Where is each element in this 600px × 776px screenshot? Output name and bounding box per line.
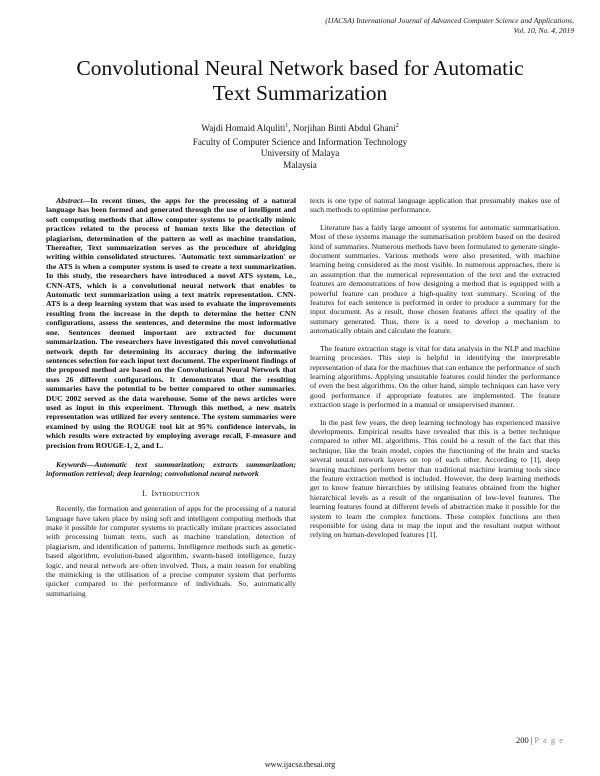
affiliation-country: Malaysia [283,159,317,170]
author-2: Norjihan Binti Abdul Ghani [292,123,396,133]
abstract-text: In recent times, the apps for the processing of a natural language has been formed and generated through the use of intelligent and soft computing methods that allow computer systems to practically mimic practices related to the process of human texts like the detection of plagiarism, determination of the pattern as well as machine translation, Thereafter, Text summarization serves as the procedure of abridging writing within consolidated structures. 'Automatic text summarization' or the ATS is when a computer system is used to create a text summarization. In this study, the researchers have introduced a novel ATS system, i.e., CNN-ATS, which is a convolutional neural network that enables to Automatic text summarization using a text matrix representation. CNN-ATS is a deep learning system that was used to evaluate the improvements resulting from the increase in the depth to determine the better CNN configurations, assess the sentences, and determine the most informative one. Sentences deemed important are extracted for document summarization. The researchers have investigated this novel convolutional network depth for determining its accuracy during the informative sentences selection for each input text document. The experiment findings of the proposed method are based on the Convolutional Neural Network that uses 26 different configurations. It demonstrates that the resulting summaries have the potential to be better compared to other summaries. DUC 2002 served as the data warehouse. Some of the news articles were used as input in this experiment. Through this method, a new matrix representation was utilized for every sentence. The system summaries were examined by using the ROUGE tool kit at 95% confidence intervals, in which results were extracted by employing average recall, F-measure and precision from ROUGE-1, 2, and L. [46,196,296,450]
footer-url: www.ijacsa.thesai.org [264,760,336,769]
journal-header-line-2: Vol. 10, No. 4, 2019 [513,26,574,35]
affiliation-university: University of Malaya [260,148,340,158]
abstract-label: Abstract— [56,196,91,205]
page-number: 200 [515,735,529,745]
author-1: Wajdi Homaid Alquliti [201,123,286,133]
journal-header [174,16,574,36]
author-separator: , [288,123,293,133]
section-title: Introduction [151,488,200,498]
right-column [310,196,560,548]
abstract [46,196,296,450]
page-separator: | [530,735,533,745]
intro-paragraph-2: Literature has a fairly large amount of systems for automatic summarisation. Most of these systems manage the summarisation problem based on the desired kind of summaries. Numerous methods have been formulated to generate single-document summaries. Various methods were also presented, with machine learning being considered as the most visible. In numerous approaches, there is an assumption that the numerical representation of the text and the extracted features are demonstrations of how designing a method that is equipped with a powerful feature can produce a high-quality text summary. Scoring of the features for each sentence is performed in order to produce a summary for the input document. As a result, those chosen features affect the quality of the summary generated. Thus, there is a need to develop a mechanism to automatically obtain and calculate the feature. [310,222,560,336]
keywords-label: Keywords— [56,459,95,469]
journal-header-line-1: (IJACSA) International Journal of Advanced Computer Science and Applications, [325,16,574,25]
intro-paragraph-continued: texts is one type of natural language application that presumably makes use of such methods to optimise performance. [310,196,560,215]
author-1-affiliation-mark: 1 [285,122,289,129]
section-numeral: I. [142,488,148,498]
paper-title-line-2: Text Summarization [212,81,388,105]
page-word: P a g e [534,735,564,745]
intro-paragraph-4: In the past few years, the deep learning technology has experienced massive developments. Empirical results have revealed that this is a better technique compared to other ML algorithms. This could be a result of the fact that this technique, like the brain model, copies the functioning of the brain and stacks several neural network layers on top of each other. According to [1], deep learning machines perform better than traditional machine learning tools since the feature extraction method is included. However, the deep learning methods get to know feature hierarchies by utilising features obtained from the higher hierarchical levels as a result of the organisation of low-level features. The learning features found at different levels of abstraction make it possible for the system to learn the complex functions. These complex functions are then responsible for using data to map the input and the resultant output without relying on human-developed features [1]. [310,417,560,540]
author-2-affiliation-mark: 2 [395,122,399,129]
intro-paragraph-1: Recently, the formation and generation of apps for the processing of a natural language have taken place by using soft and intelligent computing methods that make it possible for computer systems to practically imitate practices associated with processing human texts, such as machine translation, detection of plagiarism, and identification of patterns. Intelligence methods such as genetic-based algorithm, evolution-based algorithm, swarm-based intelligence, fuzzy logic, and neural network are often involved. Thus, a main reason for enabling the mimicking is the utilisation of a precise computer system that performs quicker compared to the performance of individuals. So, automatically summarising [46,504,296,598]
paper-title-line-1: Convolutional Neural Network based for Automatic [76,56,524,80]
keywords-text: Automatic text summarization; extracts summarization; information retrieval; deep learning; convolutional neural network [46,459,296,479]
left-column [46,196,296,598]
intro-paragraph-3: The feature extraction stage is vital for data analysis in the NLP and machine learning processes. This step is helpful in identifying the interpretable representation of data for the machines that can enhance the performance of such learning algorithms. Applying unsuitable features could hinder the performance of even the best algorithms. On the other hand, simple techniques can have very good performance if appropriate features are implemented. The feature extraction stage is performed in a manual or unsupervised manner. [310,343,560,410]
author-block [60,123,540,171]
section-heading-introduction [46,489,296,498]
paper-title [40,56,560,106]
author-names [60,123,540,135]
keywords [46,460,296,479]
affiliation-faculty: Faculty of Computer Science and Information Technology [192,136,408,147]
page-number-footer [516,735,564,745]
